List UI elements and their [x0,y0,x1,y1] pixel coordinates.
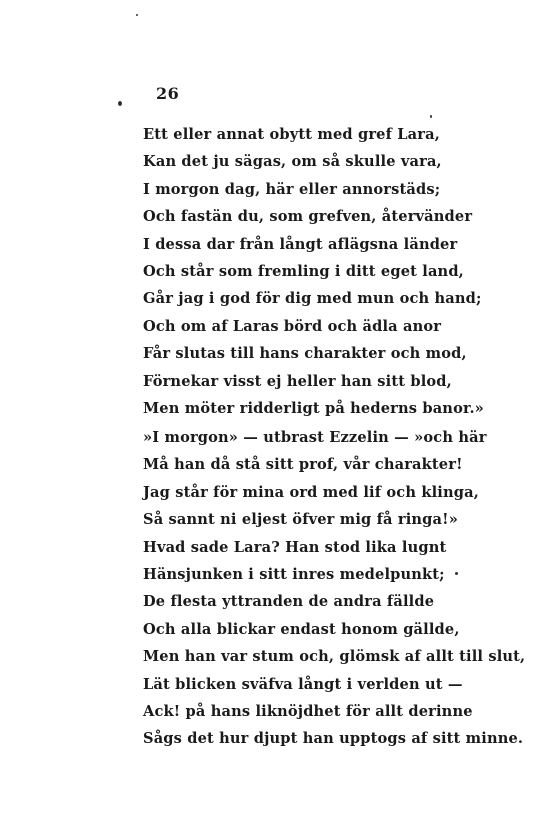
ink-speck [118,101,122,106]
verse-line: Men möter ridderligt på hederns banor.» [143,399,484,417]
verse-line: Ett eller annat obytt med gref Lara, [143,126,440,143]
verse-line: Och står som fremling i ditt eget land, [143,262,464,280]
verse-line: Och fastän du, som grefven, återvänder [143,208,473,226]
ink-speck [136,14,138,16]
verse-line: Och alla blickar endast honom gällde, [143,620,460,638]
verse-line: »I morgon» — utbrast Ezzelin — »och här [143,429,487,446]
verse-line: Men han var stum och, glömsk af allt till slut, [143,648,526,666]
verse-line: Sågs det hur djupt han upptogs af sitt minne. [143,730,524,748]
verse-line: Hänsjunken i sitt inres medelpunkt; [143,565,445,583]
verse-line: Lät blicken sväfva långt i verlden ut — [143,675,463,693]
verse-line: Går jag i god för dig med mun och hand; [143,290,482,308]
verse-line: Hvad sade Lara? Han stod lika lugnt [143,538,447,556]
verse-line: I morgon dag, här eller annorstäds; [143,180,441,198]
verse-line: Förnekar visst ej heller han sitt blod, [143,372,452,390]
stanza-1 [143,121,484,422]
verse-line: Må han då stå sitt prof, vår charakter! [143,456,463,474]
verse-line: I dessa dar från långt aflägsna länder [143,235,458,253]
verse-line: Så sannt ni eljest öfver mig få ringa!» [143,511,458,529]
verse-line: Ack! på hans liknöjdhet för allt derinne [143,702,473,720]
ink-speck [430,115,432,118]
stanza-2 [143,424,525,753]
verse-line: De flesta yttranden de andra fällde [143,593,435,611]
verse-line: Jag står för mina ord med lif och klinga, [143,483,479,501]
verse-line: Och om af Laras börd och ädla anor [143,317,442,335]
page-number: 26 [156,84,180,103]
verse-line: Får slutas till hans charakter och mod, [143,345,467,363]
verse-line: Kan det ju sägas, om så skulle vara, [143,153,442,171]
